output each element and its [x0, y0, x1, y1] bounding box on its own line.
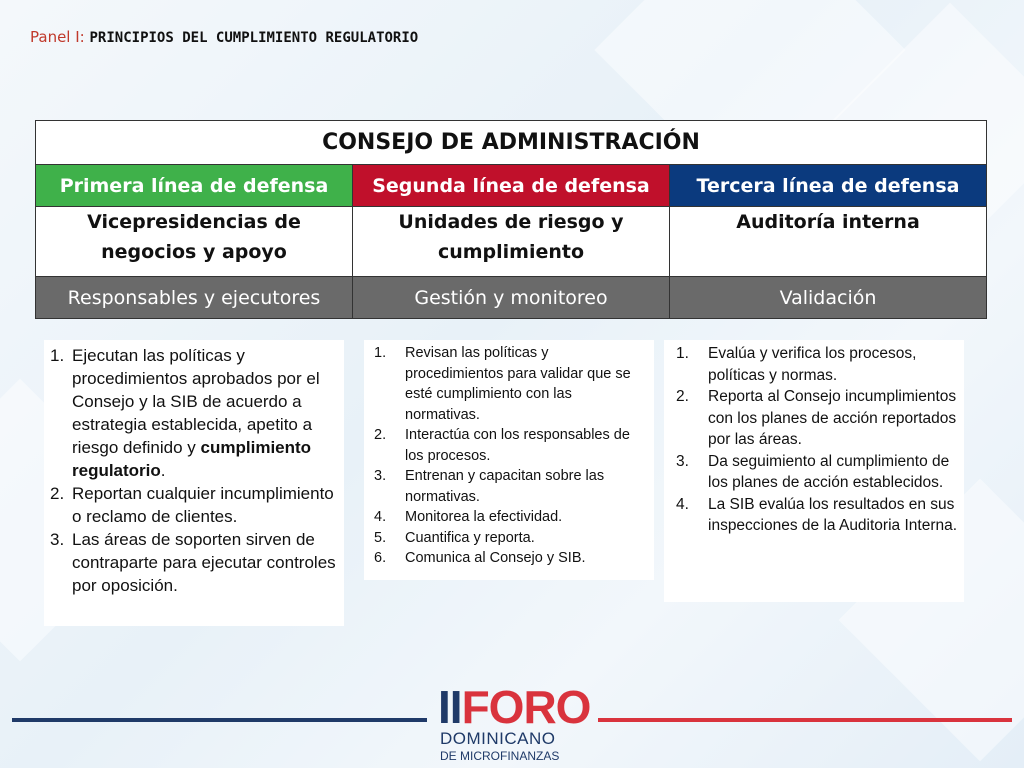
item-text: Reportan cualquier incumplimiento o reclamo de clientes. [72, 484, 334, 526]
event-logo [438, 681, 591, 766]
first-line-role: Responsables y ejecutores [36, 277, 353, 319]
item-number: 4. [676, 495, 689, 513]
list-item [50, 344, 336, 482]
logo-roman: II [438, 681, 462, 733]
item-number: 1. [374, 345, 387, 361]
second-line-header: Segunda línea de defensa [353, 165, 670, 207]
item-text: Comunica al Consejo y SIB. [405, 550, 586, 566]
item-text: Revisan las políticas y procedimientos para validar que se esté cumplimiento con las normativas. [405, 345, 631, 423]
second-line-role: Gestión y monitoreo [353, 277, 670, 319]
item-emphasis: cumplimiento regulatorio [72, 438, 312, 480]
footer-divider-right [598, 718, 1012, 722]
list-item [676, 451, 958, 494]
list-item [374, 507, 648, 528]
logo-wordmark [438, 681, 591, 733]
first-line-header: Primera línea de defensa [36, 165, 353, 207]
item-text: Evalúa y verifica los procesos, políticas y normas. [708, 345, 917, 384]
item-number: 1. [50, 346, 65, 365]
item-number: 6. [374, 550, 387, 566]
first-line-unit: Vicepresidencias de negocios y apoyo [36, 207, 353, 277]
lines-of-defense-table [35, 120, 987, 319]
list-item [374, 425, 648, 466]
board-title: CONSEJO DE ADMINISTRACIÓN [36, 121, 987, 165]
item-number: 3. [676, 452, 689, 470]
item-number: 4. [374, 509, 387, 525]
logo-word: FORO [461, 681, 591, 733]
item-text: Interactúa con los responsables de los procesos. [405, 427, 630, 464]
item-number: 1. [676, 345, 689, 362]
item-tail: . [160, 461, 166, 480]
item-number: 3. [50, 530, 65, 549]
third-line-unit: Auditoría interna [670, 207, 987, 277]
item-text: La SIB evalúa los resultados en sus inspecciones de la Auditoria Interna. [708, 495, 958, 534]
panel-label: Panel I: [30, 28, 85, 46]
logo-line1: DOMINICANO [440, 729, 556, 748]
item-text: Reporta al Consejo incumplimientos con los planes de acción reportados por las áreas. [708, 388, 957, 448]
item-text: Monitorea la efectividad. [405, 509, 563, 525]
item-number: 2. [676, 388, 689, 405]
slide-header [30, 28, 418, 46]
list-item [676, 343, 958, 386]
third-line-header: Tercera línea de defensa [670, 165, 987, 207]
item-text: Ejecutan las políticas y procedimientos aprobados por el Consejo y la SIB de acuerdo a estrategia establecida, apetito a riesgo definido y [72, 346, 320, 457]
item-text: Cuantifica y reporta. [405, 529, 535, 546]
list-item [676, 494, 958, 537]
item-number: 5. [374, 529, 387, 546]
first-line-duties [44, 340, 344, 626]
list-item [374, 343, 648, 425]
list-item [676, 386, 958, 451]
item-text: Entrenan y capacitan sobre las normativas. [405, 468, 605, 505]
list-item [50, 482, 336, 528]
slide-title: PRINCIPIOS DEL CUMPLIMIENTO REGULATORIO [89, 30, 419, 46]
item-number: 3. [374, 468, 387, 484]
logo-line2: DE MICROFINANZAS [440, 749, 560, 763]
second-line-duties [364, 340, 654, 580]
item-text: Da seguimiento al cumplimiento de los planes de acción establecidos. [708, 452, 950, 491]
list-item [50, 528, 336, 597]
list-item [374, 466, 648, 507]
item-number: 2. [50, 484, 65, 503]
item-number: 2. [374, 427, 387, 443]
item-text: Las áreas de soporten sirven de contraparte para ejecutar controles por oposición. [72, 530, 336, 595]
list-item [374, 528, 648, 549]
footer-divider-left [12, 718, 427, 722]
second-line-unit: Unidades de riesgo y cumplimiento [353, 207, 670, 277]
third-line-duties [664, 340, 964, 602]
list-item [374, 548, 648, 569]
third-line-role: Validación [670, 277, 987, 319]
